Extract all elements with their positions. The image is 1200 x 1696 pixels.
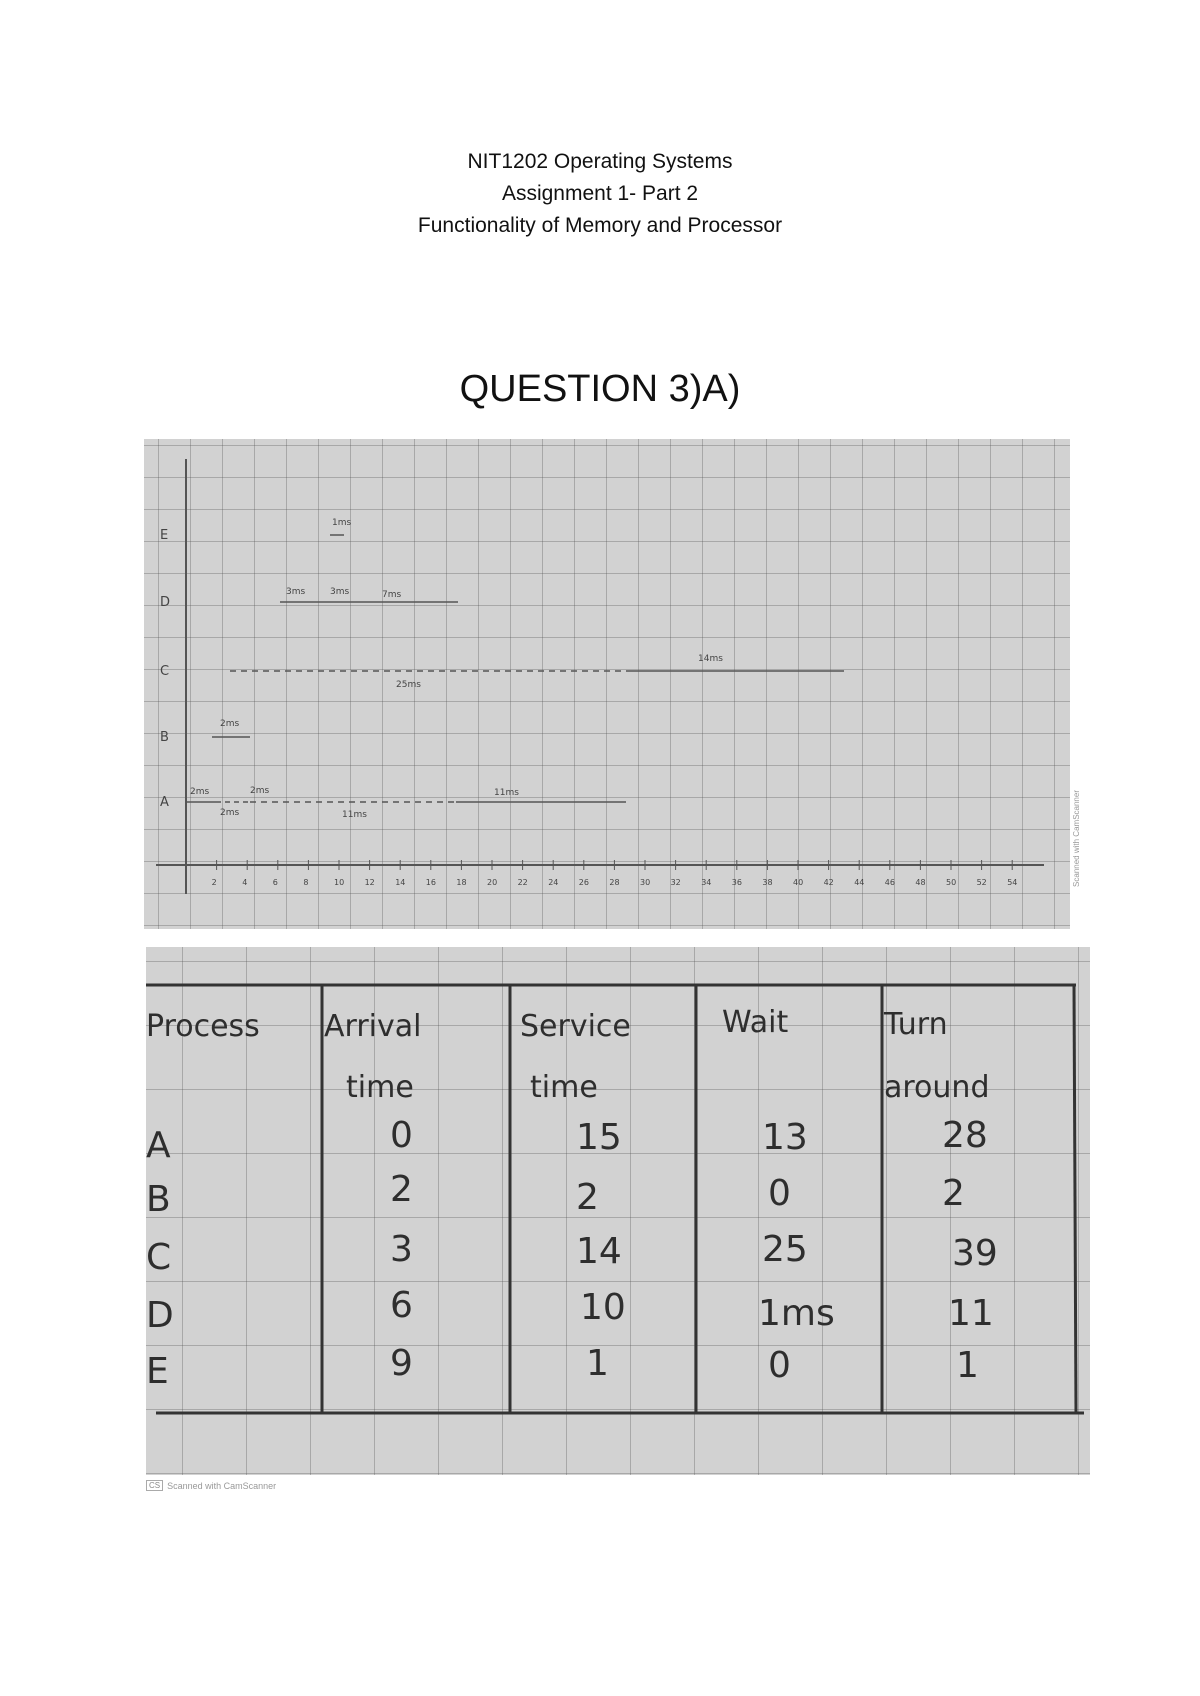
header-process: Process — [146, 1009, 260, 1044]
x-tick-label: 18 — [456, 878, 467, 887]
header-service-line2: time — [530, 1070, 598, 1105]
cell-turnaround-a: 28 — [942, 1115, 988, 1156]
x-tick-label: 52 — [976, 878, 987, 887]
cell-process-c: C — [146, 1237, 172, 1278]
x-tick-label: 48 — [915, 878, 926, 887]
cell-arrival-b: 2 — [390, 1169, 413, 1210]
process-table-photo — [146, 947, 1090, 1475]
scanner-caption: Scanned with CamScanner — [167, 1480, 277, 1491]
cell-wait-b: 0 — [768, 1173, 791, 1214]
x-tick-label: 50 — [946, 878, 957, 887]
assignment-title: Assignment 1- Part 2 — [501, 182, 699, 205]
cell-service-b: 2 — [576, 1177, 599, 1218]
x-tick-label: 34 — [701, 878, 712, 887]
cell-process-a: A — [146, 1125, 171, 1166]
header-arrival-line2: time — [346, 1070, 414, 1105]
x-tick-label: 26 — [578, 878, 589, 887]
x-tick-label: 28 — [609, 878, 620, 887]
topic-title: Functionality of Memory and Processor — [417, 214, 783, 237]
x-tick-label: 54 — [1007, 878, 1018, 887]
header-service-line1: Service — [520, 1009, 631, 1044]
label-d-2: 3ms — [330, 587, 350, 597]
row-label-e: E — [160, 528, 169, 543]
question-heading: QUESTION 3)A) — [459, 368, 741, 410]
x-tick-label: 32 — [670, 878, 681, 887]
label-e-1: 1ms — [332, 518, 352, 528]
row-label-a: A — [160, 795, 169, 810]
x-tick-label: 14 — [395, 878, 406, 887]
course-title: NIT1202 Operating Systems — [467, 150, 733, 173]
x-tick-label: 20 — [487, 878, 498, 887]
cell-service-d: 10 — [580, 1287, 626, 1328]
scanner-watermark-side: Scanned with CamScanner — [1072, 790, 1081, 887]
cell-arrival-a: 0 — [390, 1115, 413, 1156]
cell-turnaround-e: 1 — [956, 1345, 979, 1386]
x-tick-label: 40 — [793, 878, 804, 887]
cell-arrival-c: 3 — [390, 1229, 413, 1270]
x-tick-label: 12 — [364, 878, 375, 887]
row-label-b: B — [160, 730, 169, 745]
cell-process-e: E — [146, 1351, 169, 1392]
x-tick-label: 46 — [884, 878, 895, 887]
document-header — [0, 146, 1200, 242]
cell-process-b: B — [146, 1179, 171, 1220]
label-c-1: 14ms — [698, 654, 723, 664]
label-d-1: 3ms — [286, 587, 306, 597]
cell-wait-d: 1ms — [758, 1293, 835, 1334]
x-tick-label: 30 — [640, 878, 651, 887]
x-tick-label: 2 — [211, 878, 217, 887]
cell-service-a: 15 — [576, 1117, 622, 1158]
cell-turnaround-c: 39 — [952, 1233, 998, 1274]
label-a-2: 2ms — [220, 808, 240, 818]
label-c-2: 25ms — [396, 680, 421, 690]
x-tick-label: 8 — [303, 878, 309, 887]
label-a-3: 2ms — [250, 786, 270, 796]
x-tick-label: 16 — [425, 878, 436, 887]
cell-wait-c: 25 — [762, 1229, 808, 1270]
x-tick-label: 36 — [731, 878, 742, 887]
label-b-1: 2ms — [220, 719, 240, 729]
cell-service-c: 14 — [576, 1231, 622, 1272]
label-d-3: 7ms — [382, 590, 402, 600]
cell-process-d: D — [146, 1295, 174, 1336]
label-a-4: 11ms — [342, 810, 367, 820]
header-arrival-line1: Arrival — [324, 1009, 422, 1044]
x-tick-label: 38 — [762, 878, 773, 887]
cell-arrival-d: 6 — [390, 1285, 413, 1326]
header-turnaround-line2: around — [884, 1070, 990, 1105]
x-tick-label: 22 — [517, 878, 528, 887]
gantt-chart-photo — [144, 439, 1070, 929]
table-right-border — [1074, 985, 1076, 1413]
cell-arrival-e: 9 — [390, 1343, 413, 1384]
row-label-c: C — [160, 664, 170, 679]
header-wait: Wait — [722, 1005, 789, 1040]
scanner-watermark — [146, 1480, 276, 1491]
cell-turnaround-b: 2 — [942, 1173, 965, 1214]
x-tick-label: 42 — [823, 878, 834, 887]
header-turnaround-line1: Turn — [884, 1007, 948, 1042]
x-tick-label: 24 — [548, 878, 559, 887]
x-tick-label: 10 — [334, 878, 345, 887]
cell-service-e: 1 — [586, 1343, 609, 1384]
x-tick-label: 44 — [854, 878, 865, 887]
process-table-drawing — [146, 947, 1090, 1475]
cell-turnaround-d: 11 — [948, 1293, 994, 1334]
camscanner-logo: CS — [146, 1480, 163, 1491]
row-label-d: D — [160, 595, 171, 610]
x-tick-label: 4 — [242, 878, 248, 887]
label-a-1: 2ms — [190, 787, 210, 797]
cell-wait-e: 0 — [768, 1345, 791, 1386]
cell-wait-a: 13 — [762, 1117, 808, 1158]
label-a-5: 11ms — [494, 788, 519, 798]
x-tick-label: 6 — [272, 878, 278, 887]
gantt-chart-drawing — [144, 439, 1070, 929]
